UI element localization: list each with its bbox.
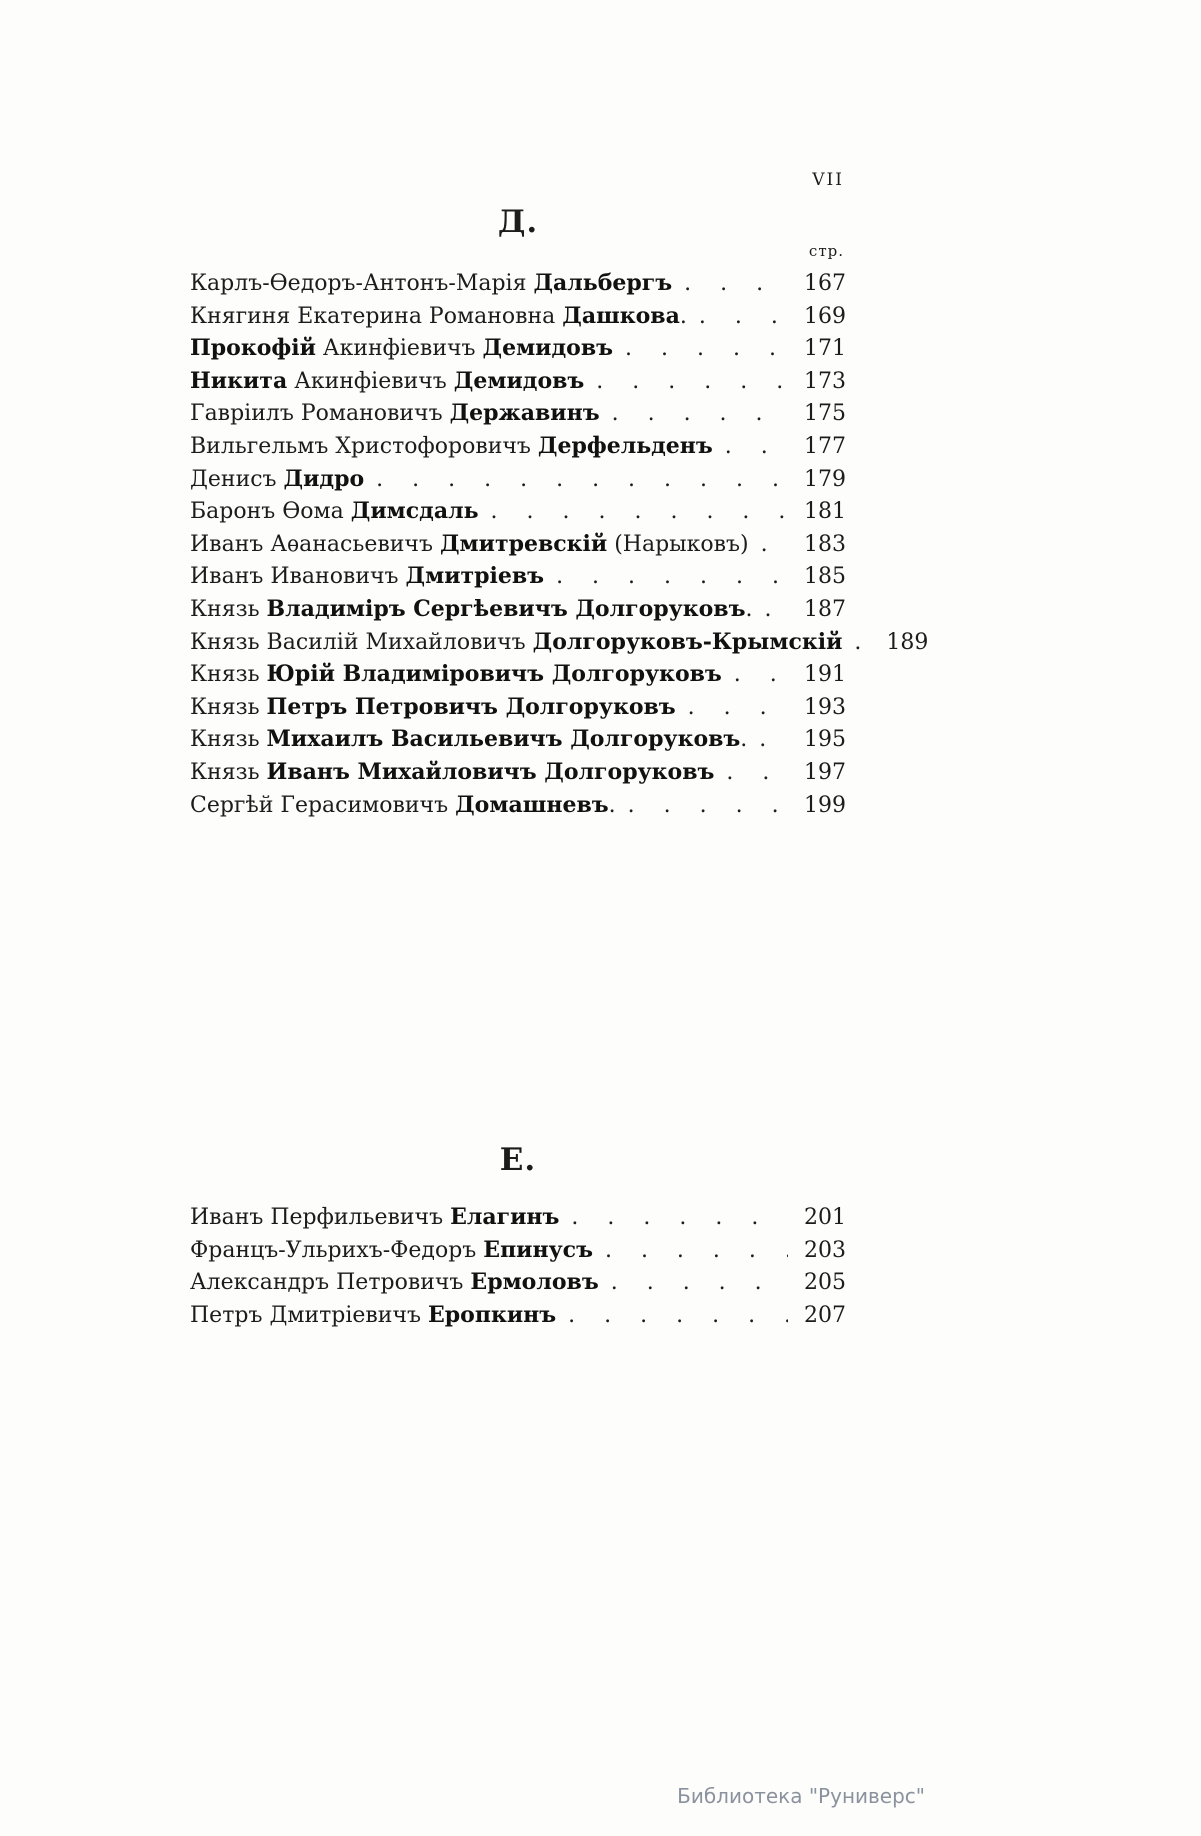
leader-dots xyxy=(684,271,788,296)
entry-page: 173 xyxy=(804,368,846,394)
entry-surname: Долгоруковъ-Крымскій xyxy=(532,628,843,655)
entry-name xyxy=(190,400,600,426)
entry-text: (Нарыковъ) xyxy=(607,531,749,557)
entry-name xyxy=(190,792,616,818)
entry-page: 171 xyxy=(804,336,846,362)
entry-text: Князь Василій Михайловичъ xyxy=(190,629,533,655)
entry-page: 167 xyxy=(804,271,846,296)
table-row xyxy=(190,466,846,499)
table-row xyxy=(190,368,846,401)
entry-name xyxy=(190,596,752,622)
leader-dots xyxy=(611,1270,788,1295)
entry-name xyxy=(190,661,722,687)
entry-text: . xyxy=(740,727,748,753)
leader-dots xyxy=(612,401,788,426)
leader-dots xyxy=(761,532,788,557)
entry-name xyxy=(190,466,364,492)
leader-dots xyxy=(726,760,788,785)
entry-surname: Дмитріевъ xyxy=(405,563,545,590)
entry-text: Князь xyxy=(190,596,267,622)
entry-text: Вильгельмъ Христофоровичъ xyxy=(190,433,538,459)
table-row xyxy=(190,531,846,564)
leader-dots xyxy=(688,695,788,720)
entry-page: 199 xyxy=(804,792,846,818)
entry-surname: Михаилъ Васильевичъ Долгоруковъ xyxy=(266,726,741,753)
entry-surname: Дидро xyxy=(283,465,365,492)
entry-surname: Державинъ xyxy=(449,400,600,427)
table-row xyxy=(190,400,846,433)
leader-dots xyxy=(571,1205,788,1230)
entry-surname: Еропкинъ xyxy=(428,1301,557,1328)
entry-text: Александръ Петровичъ xyxy=(190,1270,471,1296)
entry-text: Иванъ Перфильевичъ xyxy=(190,1205,451,1231)
entry-page: 179 xyxy=(804,466,846,492)
table-row xyxy=(190,661,846,694)
entry-surname: Дашкова xyxy=(562,302,680,329)
entry-name xyxy=(190,531,749,557)
table-row xyxy=(190,792,846,825)
table-row xyxy=(190,1269,846,1302)
entry-page: 185 xyxy=(804,564,846,590)
entry-page: 175 xyxy=(804,401,846,427)
entry-surname: Домашневъ xyxy=(455,791,609,818)
entry-list xyxy=(190,270,929,824)
entry-name xyxy=(190,433,713,459)
table-row xyxy=(190,498,846,531)
entry-page: 183 xyxy=(804,531,846,557)
entry-name xyxy=(190,1204,559,1230)
leader-dots xyxy=(625,336,788,361)
toc-section xyxy=(190,204,929,824)
entry-page: 177 xyxy=(804,433,846,459)
table-row xyxy=(190,335,846,368)
entry-surname: Дальбергъ xyxy=(533,270,673,296)
entry-surname: Прокофій xyxy=(190,335,316,362)
entry-surname: Епинусъ xyxy=(483,1236,593,1263)
entry-text: Карлъ-Ѳедоръ-Антонъ-Марія xyxy=(190,271,534,296)
section-heading: Д. xyxy=(497,204,539,240)
entry-name xyxy=(190,368,584,394)
toc-sections xyxy=(190,204,929,1334)
entry-surname: Юрій Владиміровичъ Долгоруковъ xyxy=(266,661,722,688)
leader-dots xyxy=(854,630,870,655)
toc-content xyxy=(190,170,929,1334)
entry-surname: Владиміръ Сергѣевичъ Долгоруковъ xyxy=(266,595,746,622)
entry-page: 201 xyxy=(804,1205,846,1231)
entry-page: 191 xyxy=(804,662,846,688)
leader-dots xyxy=(596,369,788,394)
entry-name xyxy=(190,335,613,361)
entry-text: Княгиня Екатерина Романовна xyxy=(190,303,563,329)
entry-text: Денисъ xyxy=(190,466,284,492)
entry-surname: Дмитревскій xyxy=(439,530,608,557)
table-row xyxy=(190,433,846,466)
entry-text: . xyxy=(745,596,753,622)
table-row xyxy=(190,1204,846,1237)
table-row xyxy=(190,628,929,662)
entry-list xyxy=(190,1204,846,1334)
table-row xyxy=(190,1302,846,1335)
leader-dots xyxy=(376,467,788,492)
table-row xyxy=(190,1237,846,1270)
entry-text: Князь xyxy=(190,759,267,785)
entry-name xyxy=(190,726,747,752)
entry-name xyxy=(190,629,842,655)
column-header-str: стр. xyxy=(808,242,844,260)
entry-page: 195 xyxy=(804,727,846,753)
entry-page: 187 xyxy=(804,596,846,622)
leader-dots xyxy=(491,499,788,524)
entry-page: 193 xyxy=(804,694,846,720)
entry-page: 181 xyxy=(804,499,846,525)
leader-dots xyxy=(725,434,788,459)
table-row xyxy=(190,303,846,336)
leader-dots xyxy=(699,304,788,329)
entry-name xyxy=(190,303,687,329)
entry-text: Князь xyxy=(190,662,267,688)
entry-name xyxy=(190,1269,599,1295)
entry-name xyxy=(190,498,479,524)
entry-text: Иванъ Аѳанасьевичъ xyxy=(190,531,440,557)
entry-name xyxy=(190,1237,593,1263)
entry-text: Баронъ Ѳома xyxy=(190,499,351,525)
leader-dots xyxy=(734,662,788,687)
entry-name xyxy=(190,270,672,296)
leader-dots xyxy=(764,597,788,622)
table-row xyxy=(190,759,846,792)
leader-dots xyxy=(556,564,788,589)
entry-text: Князь xyxy=(190,694,267,720)
entry-surname: Иванъ Михайловичъ Долгоруковъ xyxy=(266,758,715,785)
entry-name xyxy=(190,759,714,785)
table-row xyxy=(190,563,846,596)
table-row xyxy=(190,596,846,629)
page-number: VII xyxy=(812,170,844,190)
entry-surname: Дерфельденъ xyxy=(537,432,713,459)
table-row xyxy=(190,726,846,759)
entry-text: Иванъ Ивановичъ xyxy=(190,564,406,590)
table-row xyxy=(190,694,846,727)
table-row xyxy=(190,270,846,303)
entry-text: Гавріилъ Романовичъ xyxy=(190,401,450,427)
entry-surname: Демидовъ xyxy=(482,335,614,362)
entry-surname: Ермоловъ xyxy=(470,1269,599,1296)
leader-dots xyxy=(568,1303,788,1328)
entry-page: 203 xyxy=(804,1237,846,1263)
entry-text: Акинфіевичъ xyxy=(315,336,483,362)
entry-text: . xyxy=(608,792,616,818)
entry-surname: Демидовъ xyxy=(453,367,585,394)
toc-section xyxy=(190,1142,846,1334)
entry-page: 207 xyxy=(804,1302,846,1328)
entry-surname: Никита xyxy=(190,367,288,394)
entry-text: Акинфіевичъ xyxy=(287,368,454,394)
entry-text: Петръ Дмитріевичъ xyxy=(190,1302,429,1328)
entry-text: . xyxy=(679,303,687,329)
entry-page: 169 xyxy=(804,303,846,329)
entry-text: Францъ-Ульрихъ-Федоръ xyxy=(190,1237,484,1263)
library-watermark: Библиотека "Руниверс" xyxy=(677,1784,925,1808)
entry-surname: Петръ Петровичъ Долгоруковъ xyxy=(266,693,676,720)
entry-name xyxy=(190,1302,556,1328)
leader-dots xyxy=(628,793,788,818)
section-heading: Е. xyxy=(499,1142,537,1179)
leader-dots xyxy=(759,727,788,752)
entry-page: 189 xyxy=(886,629,929,655)
entry-name xyxy=(190,563,544,589)
entry-page: 197 xyxy=(804,759,846,785)
entry-name xyxy=(190,694,676,720)
entry-surname: Елагинъ xyxy=(450,1204,560,1231)
entry-page: 205 xyxy=(804,1270,846,1296)
leader-dots xyxy=(605,1238,788,1263)
entry-text: Сергѣй Герасимовичъ xyxy=(190,792,456,818)
entry-text: Князь xyxy=(190,727,267,753)
entry-surname: Димсдаль xyxy=(350,498,479,525)
